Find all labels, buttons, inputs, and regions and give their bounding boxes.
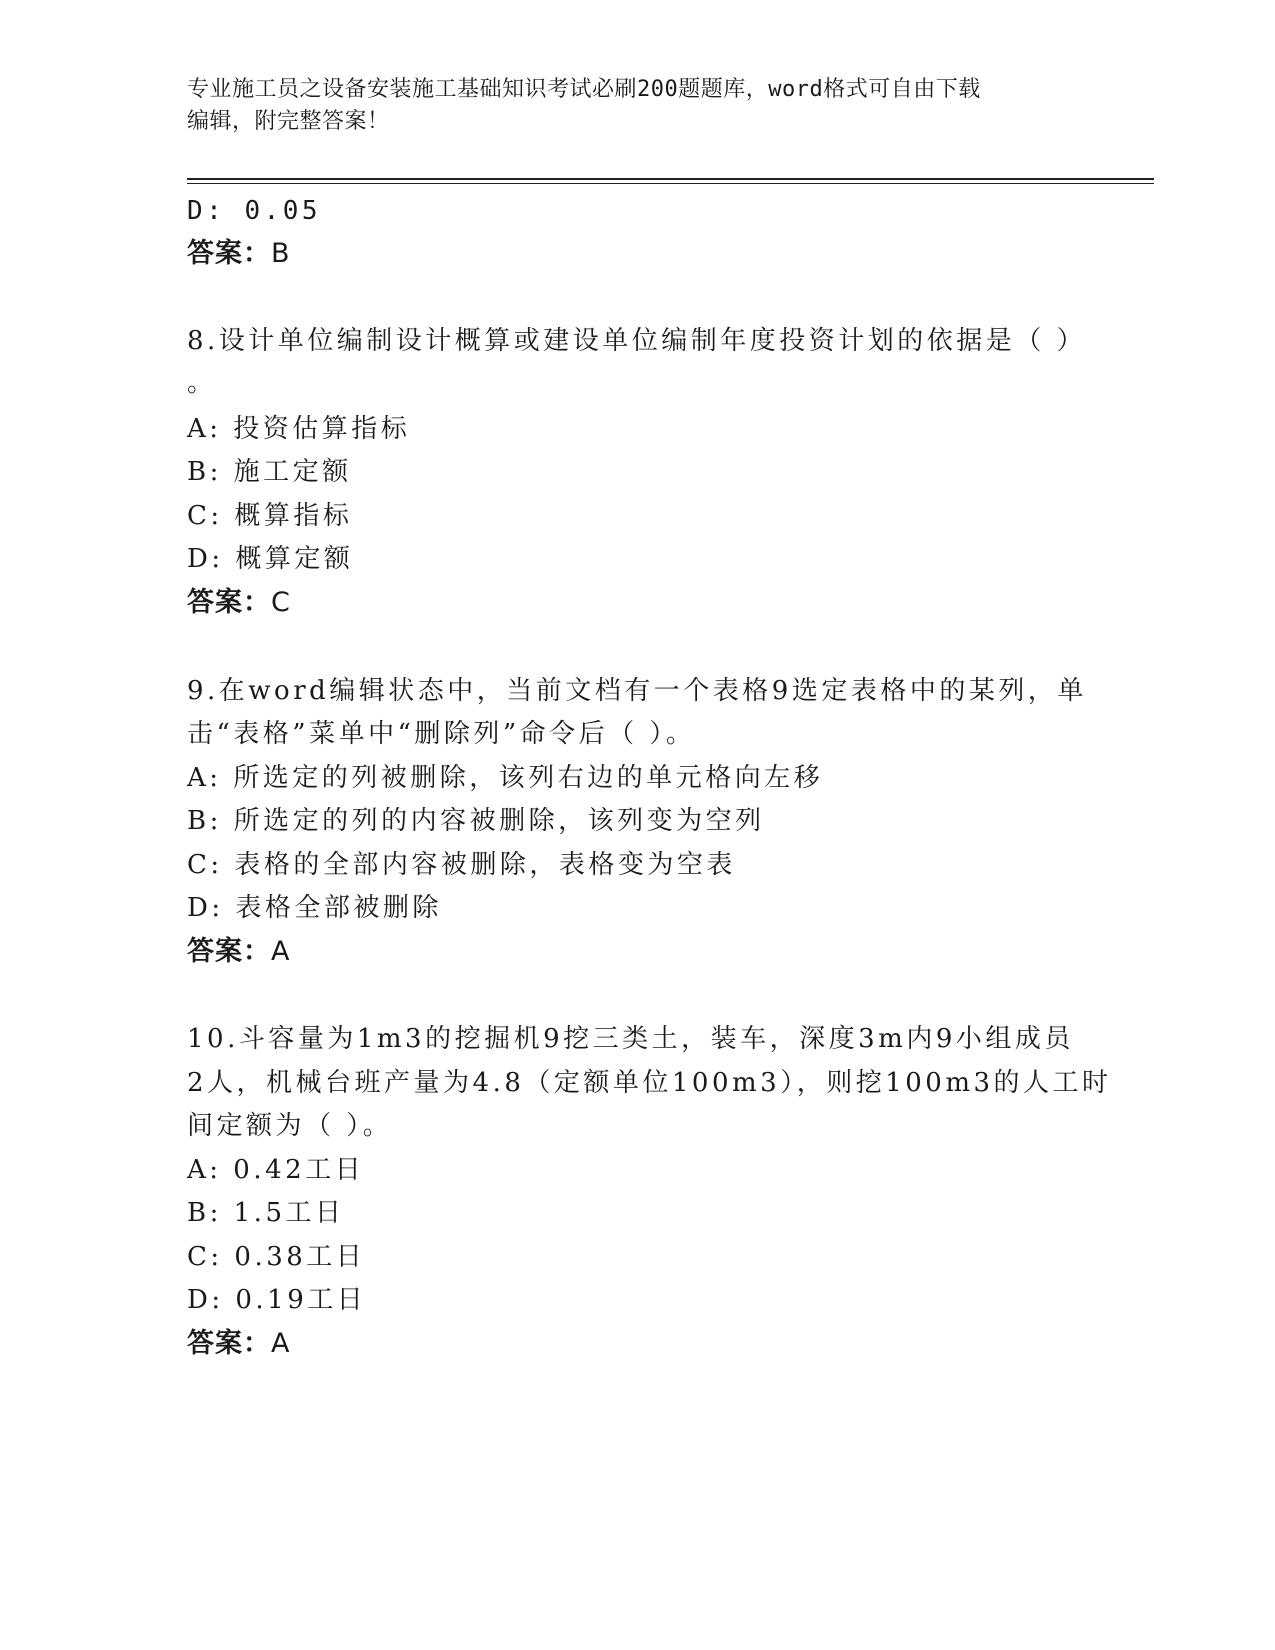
q9-option-b: B: 所选定的列的内容被删除，该列变为空列: [187, 806, 765, 836]
q8-stem-line-1: 8.设计单位编制设计概算或建设单位编制年度投资计划的依据是（ ）: [187, 326, 1087, 356]
header-title-line-2: 编辑，附完整答案！: [187, 109, 390, 134]
q8-option-a: A: 投资估算指标: [187, 414, 411, 444]
answer-value: C: [271, 587, 291, 618]
prev-answer: [187, 237, 291, 271]
header-divider-thick: [187, 178, 1154, 180]
q8-stem-line-2: 。: [187, 368, 217, 398]
prev-option-d: D: 0.05: [187, 196, 322, 226]
q9-stem-line-1: 9.在word编辑状态中，当前文档有一个表格9选定表格中的某列，单: [187, 676, 1087, 706]
q10-option-b: B: 1.5工日: [187, 1198, 345, 1228]
header-divider-thin: [187, 183, 1154, 184]
q9-answer: [187, 935, 290, 969]
q10-answer: [187, 1327, 290, 1361]
answer-value: A: [271, 1328, 291, 1359]
q10-option-a: A: 0.42工日: [187, 1155, 365, 1185]
q9-stem-line-2: 击“表格”菜单中“删除列”命令后（ ）。: [187, 719, 696, 749]
q10-option-d: D: 0.19工日: [187, 1285, 367, 1315]
q10-stem-line-2: 2人，机械台班产量为4.8（定额单位100m3），则挖100m3的人工时: [187, 1068, 1112, 1098]
answer-label: 答案：: [187, 936, 271, 967]
q9-option-d: D: 表格全部被删除: [187, 893, 442, 923]
answer-label: 答案：: [187, 238, 271, 269]
q8-option-c: C: 概算指标: [187, 501, 353, 531]
answer-value: A: [271, 936, 291, 967]
q9-option-c: C: 表格的全部内容被删除，表格变为空表: [187, 850, 736, 880]
document-header: [187, 74, 1067, 138]
q8-option-d: D: 概算定额: [187, 544, 354, 574]
q8-answer: [187, 586, 291, 620]
answer-label: 答案：: [187, 1328, 271, 1359]
q9-option-a: A: 所选定的列被删除，该列右边的单元格向左移: [187, 763, 824, 793]
q10-option-c: C: 0.38工日: [187, 1242, 366, 1272]
answer-value: B: [271, 238, 291, 269]
q8-option-b: B: 施工定额: [187, 457, 352, 487]
q10-stem-line-3: 间定额为（ ）。: [187, 1111, 393, 1141]
answer-label: 答案：: [187, 587, 271, 618]
header-title-line-1: 专业施工员之设备安装施工基础知识考试必刷200题题库，word格式可自由下载: [187, 77, 981, 102]
q10-stem-line-1: 10.斗容量为1m3的挖掘机9挖三类土，装车，深度3m内9小组成员: [187, 1024, 1074, 1054]
